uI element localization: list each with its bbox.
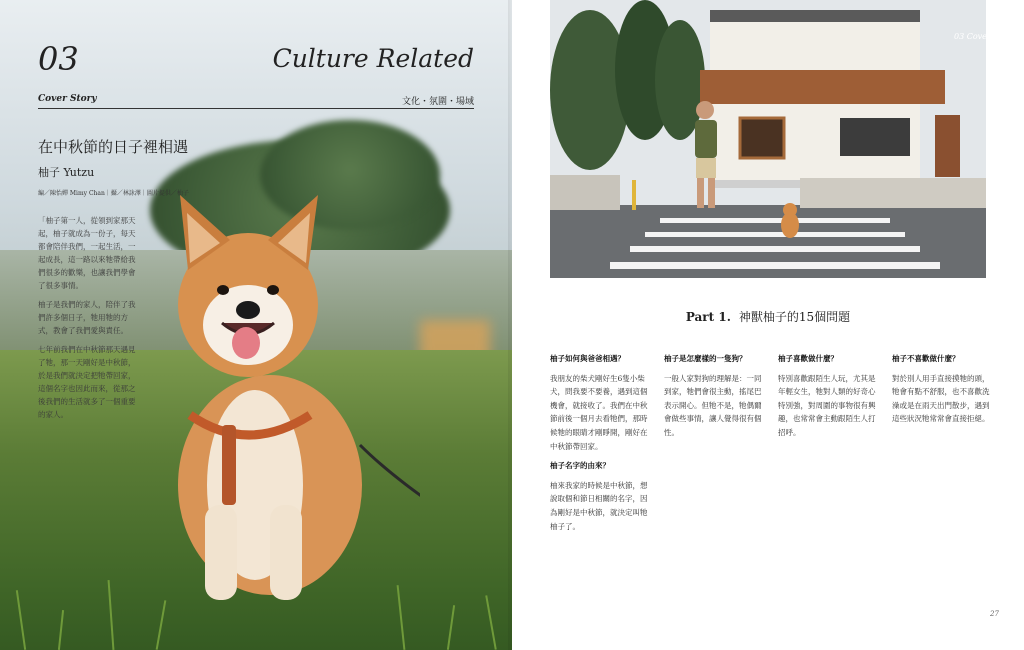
qa-column: [892, 346, 996, 626]
question: 柚子是怎麼樣的一隻狗？: [664, 354, 747, 363]
intro-paragraph: 「柚子第一人，從領到家那天起，柚子就成為一份子，每天都會陪伴我們，一起生活，一起成長，這一路以來牠帶給我們很多的歡樂，也讓我們學會了很多事情。: [38, 216, 136, 290]
intro-paragraph: 柚子是我們的家人，陪伴了我們許多個日子，牠用牠的方式，教會了我們愛與責任。: [38, 300, 136, 335]
section-number: 03: [38, 40, 79, 78]
intro-paragraph: 七年前我們在中秋節那天遇見了牠，那一天剛好是中秋節，於是我們就決定把牠帶回家，這個名字也因此而來，從那之後我們的生活就多了一個重要的家人。: [38, 345, 136, 419]
answer: 對於別人用手直接摸牠的頭，牠會有點不舒服，也不喜歡洗澡或是在雨天出門散步，遇到這些狀況牠常常會直接拒絕。: [892, 373, 990, 424]
right-page: [512, 0, 1024, 650]
question: 柚子喜歡做什麼？: [778, 354, 838, 363]
answer: 特別喜歡跟陌生人玩，尤其是年輕女生，牠對人類的好奇心特別強，對周圍的事物很有興趣，也常常會主動跟陌生人打招呼。: [778, 373, 876, 437]
qa-column: [550, 346, 654, 626]
answer: 一般人家對狗的理解是：一同到家，牠們會很主動，搖尾巴表示開心。但牠不是，牠偶爾會做些事情，讓人覺得很有個性。: [664, 373, 762, 437]
part-number: Part 1.: [685, 310, 731, 324]
section-kicker: Cover Story: [38, 94, 97, 104]
question: 柚子如何與爸爸相遇？: [550, 354, 625, 363]
section-label: 03 Cover Story: [954, 32, 1016, 41]
header-rule: [38, 108, 474, 109]
section-tags: 文化・氛圍・場域: [401, 97, 474, 107]
crosswalk-photo-art: [550, 0, 986, 278]
part-title: [512, 308, 1024, 325]
credits: 編／陳怡嬋 Mimy Chan｜攝／林詠澤｜圖片提供／柚子: [38, 190, 189, 197]
story-title: 在中秋節的日子裡相遇: [38, 138, 189, 156]
answer: 柚來我家的時候是中秋節，想說取個和節日相關的名字，因為剛好是中秋節，就決定叫牠柚子了。: [550, 480, 648, 531]
story-subject-name: 柚子 Yutzu: [38, 166, 95, 179]
answer: 我朋友的柴犬剛好生6隻小柴犬，問我要不要養，遇到這個機會，就接收了。我們在中秋節前後一個月去看牠們，那時候牠的眼睛才剛睜開，剛好在中秋節帶回家。: [550, 373, 648, 451]
qa-column: [778, 346, 882, 626]
intro-column: [38, 214, 138, 421]
qa-columns: [550, 346, 996, 626]
crosswalk-photo: [550, 0, 986, 278]
shiba-dog-photo: [160, 185, 420, 605]
section-title: Culture Related: [272, 44, 474, 73]
part-heading: 神獸柚子的15個問題: [738, 310, 851, 324]
question: 柚子不喜歡做什麼？: [892, 354, 960, 363]
qa-column: [664, 346, 768, 626]
question: 柚子名字的由來？: [550, 461, 610, 471]
page-number: 27: [990, 610, 999, 618]
